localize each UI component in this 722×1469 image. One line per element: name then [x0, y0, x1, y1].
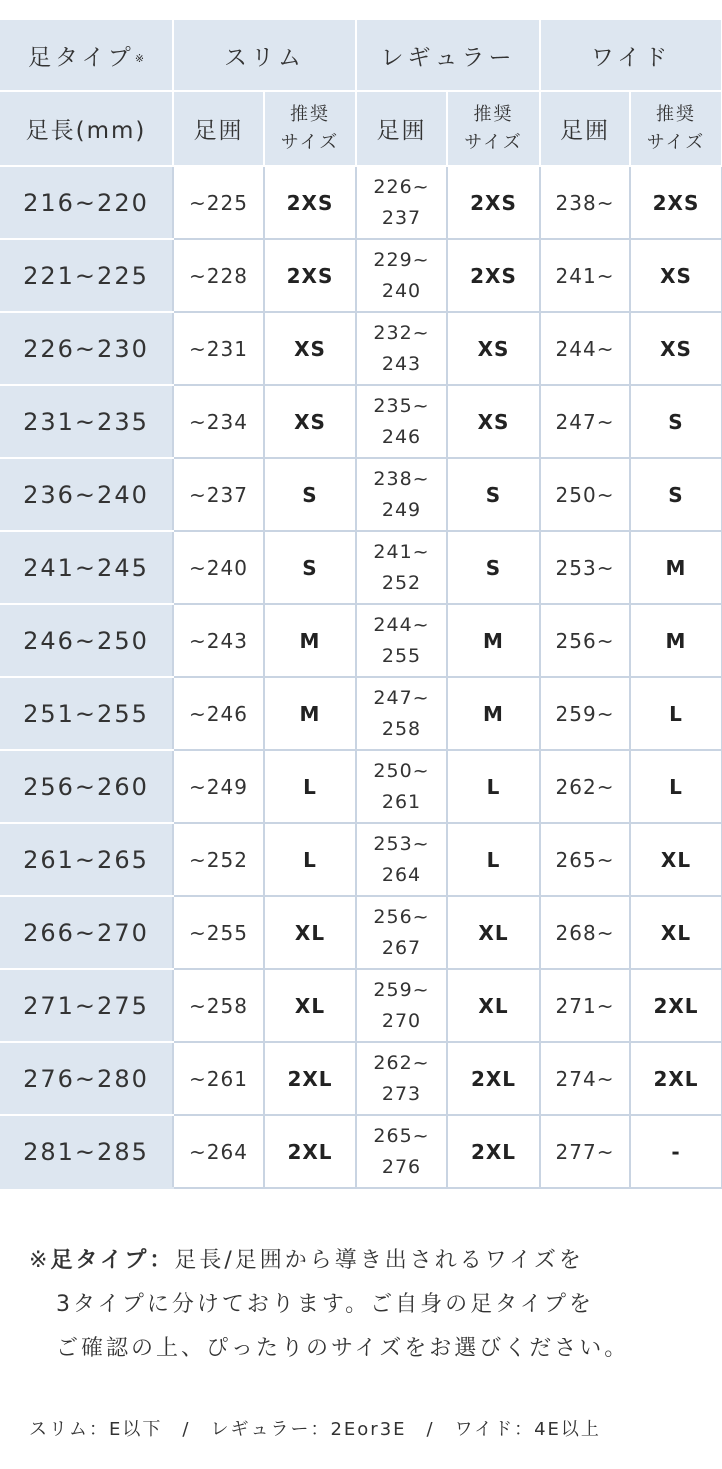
- girth-header-wide: 足囲: [540, 91, 630, 166]
- slim-size-cell: XS: [264, 385, 356, 458]
- wide-size-cell: XS: [630, 239, 722, 312]
- note-mark: ※: [134, 51, 145, 65]
- foot-length-cell: 236~240: [0, 458, 173, 531]
- wide-size-cell: 2XS: [630, 166, 722, 239]
- regular-size-cell: 2XL: [447, 1115, 540, 1188]
- note-line-1: [29, 1239, 629, 1283]
- regular-size-cell: L: [447, 823, 540, 896]
- slim-size-cell: 2XS: [264, 239, 356, 312]
- wide-size-cell: S: [630, 458, 722, 531]
- table-row: [0, 604, 722, 677]
- regular-size-cell: M: [447, 677, 540, 750]
- note-term: 足タイプ: [50, 1248, 150, 1273]
- type-header-regular: レギュラー: [356, 19, 540, 91]
- legend-separator: /: [182, 1419, 191, 1440]
- note-line-2: 3タイプに分けております。ご自身の足タイプを: [56, 1292, 595, 1317]
- table-row: [0, 531, 722, 604]
- slim-size-cell: 2XL: [264, 1115, 356, 1188]
- regular-girth-cell: 232~ 243: [356, 312, 447, 385]
- slim-girth-cell: ~240: [173, 531, 264, 604]
- slim-size-cell: M: [264, 604, 356, 677]
- wide-size-cell: -: [630, 1115, 722, 1188]
- wide-girth-cell: 262~: [540, 750, 630, 823]
- foot-length-cell: 226~230: [0, 312, 173, 385]
- foot-type-note: [29, 1239, 629, 1371]
- regular-girth-cell: 229~ 240: [356, 239, 447, 312]
- regular-size-cell: XL: [447, 896, 540, 969]
- regular-girth-cell: 262~ 273: [356, 1042, 447, 1115]
- recommended-size-header-regular: 推奨 サイズ: [447, 91, 540, 166]
- wide-girth-cell: 253~: [540, 531, 630, 604]
- note-text-1: 足長/足囲から導き出されるワイズを: [174, 1248, 584, 1273]
- wide-size-cell: L: [630, 677, 722, 750]
- foot-length-cell: 231~235: [0, 385, 173, 458]
- regular-size-cell: M: [447, 604, 540, 677]
- foot-length-cell: 251~255: [0, 677, 173, 750]
- foot-length-cell: 241~245: [0, 531, 173, 604]
- regular-girth-cell: 247~ 258: [356, 677, 447, 750]
- regular-size-cell: XS: [447, 312, 540, 385]
- girth-header-slim: 足囲: [173, 91, 264, 166]
- wide-size-cell: 2XL: [630, 1042, 722, 1115]
- wide-girth-cell: 268~: [540, 896, 630, 969]
- wide-girth-cell: 265~: [540, 823, 630, 896]
- wide-girth-cell: 250~: [540, 458, 630, 531]
- regular-size-cell: S: [447, 531, 540, 604]
- foot-type-header: 足タイプ※: [0, 19, 173, 91]
- slim-girth-cell: ~237: [173, 458, 264, 531]
- wide-size-cell: M: [630, 604, 722, 677]
- table-row: [0, 969, 722, 1042]
- wide-girth-cell: 238~: [540, 166, 630, 239]
- wide-size-cell: S: [630, 385, 722, 458]
- wide-girth-cell: 256~: [540, 604, 630, 677]
- wide-girth-cell: 271~: [540, 969, 630, 1042]
- slim-girth-cell: ~243: [173, 604, 264, 677]
- wide-girth-cell: 241~: [540, 239, 630, 312]
- regular-size-cell: 2XS: [447, 239, 540, 312]
- regular-girth-cell: 259~ 270: [356, 969, 447, 1042]
- regular-girth-cell: 253~ 264: [356, 823, 447, 896]
- slim-size-cell: S: [264, 531, 356, 604]
- slim-size-cell: L: [264, 823, 356, 896]
- wide-size-cell: 2XL: [630, 969, 722, 1042]
- table-row: [0, 385, 722, 458]
- slim-girth-cell: ~225: [173, 166, 264, 239]
- regular-size-cell: XL: [447, 969, 540, 1042]
- slim-size-cell: L: [264, 750, 356, 823]
- slim-size-cell: XL: [264, 896, 356, 969]
- foot-length-cell: 221~225: [0, 239, 173, 312]
- table-row: [0, 1042, 722, 1115]
- slim-size-cell: XL: [264, 969, 356, 1042]
- wide-size-cell: XS: [630, 312, 722, 385]
- slim-size-cell: XS: [264, 312, 356, 385]
- recommended-size-header-wide: 推奨 サイズ: [630, 91, 722, 166]
- table-row: [0, 896, 722, 969]
- foot-length-cell: 246~250: [0, 604, 173, 677]
- table-row: [0, 239, 722, 312]
- header-row-columns: [0, 91, 722, 166]
- wide-size-cell: XL: [630, 896, 722, 969]
- regular-girth-cell: 256~ 267: [356, 896, 447, 969]
- wide-girth-cell: 259~: [540, 677, 630, 750]
- slim-size-cell: S: [264, 458, 356, 531]
- note-colon: ：: [149, 1248, 175, 1273]
- size-chart-table: [0, 18, 722, 1189]
- wide-size-cell: M: [630, 531, 722, 604]
- recommended-size-header-slim: 推奨 サイズ: [264, 91, 356, 166]
- girth-header-regular: 足囲: [356, 91, 447, 166]
- regular-size-cell: L: [447, 750, 540, 823]
- regular-girth-cell: 238~ 249: [356, 458, 447, 531]
- slim-girth-cell: ~261: [173, 1042, 264, 1115]
- wide-girth-cell: 247~: [540, 385, 630, 458]
- regular-girth-cell: 235~ 246: [356, 385, 447, 458]
- slim-girth-cell: ~234: [173, 385, 264, 458]
- legend-slim: スリム：E以下: [29, 1419, 163, 1440]
- slim-girth-cell: ~258: [173, 969, 264, 1042]
- regular-girth-cell: 265~ 276: [356, 1115, 447, 1188]
- slim-size-cell: M: [264, 677, 356, 750]
- slim-size-cell: 2XS: [264, 166, 356, 239]
- regular-girth-cell: 241~ 252: [356, 531, 447, 604]
- slim-girth-cell: ~228: [173, 239, 264, 312]
- foot-length-cell: 266~270: [0, 896, 173, 969]
- slim-girth-cell: ~255: [173, 896, 264, 969]
- wide-size-cell: L: [630, 750, 722, 823]
- foot-length-cell: 281~285: [0, 1115, 173, 1188]
- foot-length-cell: 216~220: [0, 166, 173, 239]
- regular-size-cell: XS: [447, 385, 540, 458]
- slim-girth-cell: ~264: [173, 1115, 264, 1188]
- wide-size-cell: XL: [630, 823, 722, 896]
- table-row: [0, 677, 722, 750]
- slim-girth-cell: ~246: [173, 677, 264, 750]
- regular-size-cell: S: [447, 458, 540, 531]
- slim-girth-cell: ~231: [173, 312, 264, 385]
- foot-length-cell: 261~265: [0, 823, 173, 896]
- width-legend: [29, 1415, 601, 1441]
- note-line-3: ご確認の上、ぴったりのサイズをお選びください。: [56, 1336, 630, 1361]
- table-row: [0, 823, 722, 896]
- legend-wide: ワイド：4E以上: [454, 1419, 601, 1440]
- legend-regular: レギュラー：2Eor3E: [210, 1419, 407, 1440]
- regular-girth-cell: 244~ 255: [356, 604, 447, 677]
- regular-girth-cell: 226~ 237: [356, 166, 447, 239]
- type-header-slim: スリム: [173, 19, 356, 91]
- wide-girth-cell: 274~: [540, 1042, 630, 1115]
- table-row: [0, 750, 722, 823]
- note-mark: ※: [29, 1248, 51, 1273]
- foot-length-cell: 256~260: [0, 750, 173, 823]
- wide-girth-cell: 277~: [540, 1115, 630, 1188]
- wide-girth-cell: 244~: [540, 312, 630, 385]
- regular-size-cell: 2XL: [447, 1042, 540, 1115]
- foot-length-header: 足長(mm): [0, 91, 173, 166]
- regular-size-cell: 2XS: [447, 166, 540, 239]
- slim-girth-cell: ~252: [173, 823, 264, 896]
- table-row: [0, 312, 722, 385]
- table-row: [0, 1115, 722, 1188]
- foot-length-cell: 271~275: [0, 969, 173, 1042]
- table-row: [0, 166, 722, 239]
- foot-length-cell: 276~280: [0, 1042, 173, 1115]
- table-row: [0, 458, 722, 531]
- slim-girth-cell: ~249: [173, 750, 264, 823]
- slim-size-cell: 2XL: [264, 1042, 356, 1115]
- header-row-foot-type: [0, 19, 722, 91]
- regular-girth-cell: 250~ 261: [356, 750, 447, 823]
- legend-separator: /: [426, 1419, 435, 1440]
- type-header-wide: ワイド: [540, 19, 722, 91]
